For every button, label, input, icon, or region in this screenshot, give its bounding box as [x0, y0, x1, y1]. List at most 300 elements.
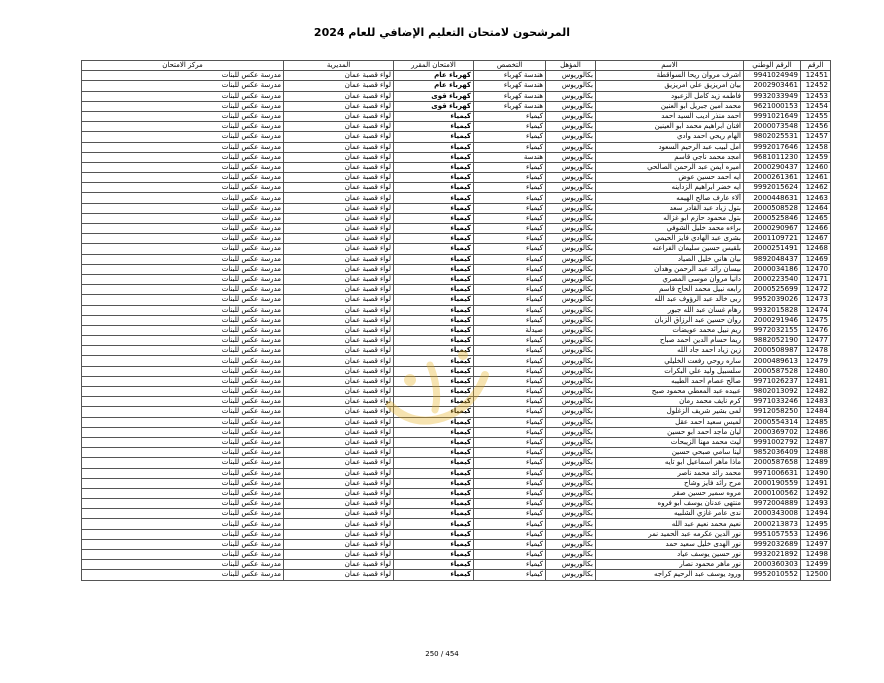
cell-name: لميس سعيد احمد عقل: [596, 417, 744, 427]
cell-exam: كيمياء: [394, 539, 474, 549]
cell-center: مدرسة عكس للبنات: [82, 71, 284, 81]
cell-exam: كهرباء قوى: [394, 101, 474, 111]
table-row: [82, 203, 831, 213]
table-row: [82, 397, 831, 407]
cell-seq: 12461: [801, 173, 831, 183]
cell-seq: 12479: [801, 356, 831, 366]
cell-seq: 12470: [801, 264, 831, 274]
cell-national-id: 2000508987: [744, 346, 801, 356]
cell-center: مدرسة عكس للبنات: [82, 488, 284, 498]
cell-directorate: لواء قصبة عمان: [284, 529, 394, 539]
cell-specialization: هندسة كهرباء: [474, 91, 546, 101]
cell-national-id: 2000554314: [744, 417, 801, 427]
cell-name: زين زياد احمد جاد الله: [596, 346, 744, 356]
cell-name: نور الدين عكرمه عبد الحميد نمر: [596, 529, 744, 539]
table-row: [82, 305, 831, 315]
cell-specialization: كيمياء: [474, 336, 546, 346]
cell-national-id: 2000360303: [744, 560, 801, 570]
cell-center: مدرسة عكس للبنات: [82, 193, 284, 203]
cell-seq: 12484: [801, 407, 831, 417]
table-row: [82, 376, 831, 386]
cell-specialization: كيمياء: [474, 162, 546, 172]
cell-directorate: لواء قصبة عمان: [284, 478, 394, 488]
cell-qualification: بكالوريوس: [546, 193, 596, 203]
cell-qualification: بكالوريوس: [546, 274, 596, 284]
cell-national-id: 9992017646: [744, 142, 801, 152]
cell-exam: كيمياء: [394, 336, 474, 346]
cell-national-id: 9932033949: [744, 91, 801, 101]
cell-national-id: 2001109721: [744, 234, 801, 244]
cell-exam: كيمياء: [394, 346, 474, 356]
cell-national-id: 2000261361: [744, 173, 801, 183]
cell-directorate: لواء قصبة عمان: [284, 499, 394, 509]
cell-qualification: بكالوريوس: [546, 142, 596, 152]
cell-name: رهام غسان عبد الله جبور: [596, 305, 744, 315]
cell-directorate: لواء قصبة عمان: [284, 468, 394, 478]
cell-national-id: 2000100562: [744, 488, 801, 498]
cell-center: مدرسة عكس للبنات: [82, 397, 284, 407]
cell-national-id: 9932021892: [744, 550, 801, 560]
cell-seq: 12476: [801, 325, 831, 335]
cell-specialization: كيمياء: [474, 111, 546, 121]
cell-specialization: كيمياء: [474, 295, 546, 305]
cell-directorate: لواء قصبة عمان: [284, 336, 394, 346]
cell-exam: كيمياء: [394, 173, 474, 183]
cell-exam: كيمياء: [394, 488, 474, 498]
cell-center: مدرسة عكس للبنات: [82, 417, 284, 427]
cell-center: مدرسة عكس للبنات: [82, 305, 284, 315]
table-row: [82, 142, 831, 152]
table-row: [82, 346, 831, 356]
cell-specialization: هندسة: [474, 152, 546, 162]
cell-national-id: 2000489613: [744, 356, 801, 366]
cell-center: مدرسة عكس للبنات: [82, 173, 284, 183]
cell-qualification: بكالوريوس: [546, 539, 596, 549]
cell-seq: 12469: [801, 254, 831, 264]
cell-center: مدرسة عكس للبنات: [82, 570, 284, 580]
table-row: [82, 101, 831, 111]
cell-seq: 12463: [801, 193, 831, 203]
cell-directorate: لواء قصبة عمان: [284, 305, 394, 315]
cell-name: بتول زياد عبد القادر سعد: [596, 203, 744, 213]
cell-exam: كيمياء: [394, 315, 474, 325]
cell-name: افنان ابراهيم محمد ابو العينين: [596, 122, 744, 132]
cell-center: مدرسة عكس للبنات: [82, 458, 284, 468]
cell-national-id: 2000034186: [744, 264, 801, 274]
cell-seq: 12488: [801, 448, 831, 458]
cell-center: مدرسة عكس للبنات: [82, 509, 284, 519]
cell-exam: كهرباء عام: [394, 81, 474, 91]
cell-center: مدرسة عكس للبنات: [82, 499, 284, 509]
cell-name: فاطمه زيد كامل الزعبود: [596, 91, 744, 101]
cell-exam: كيمياء: [394, 499, 474, 509]
cell-specialization: صيدلة: [474, 325, 546, 335]
cell-qualification: بكالوريوس: [546, 183, 596, 193]
cell-name: بيان هاني خليل الصياد: [596, 254, 744, 264]
cell-exam: كيمياء: [394, 152, 474, 162]
cell-center: مدرسة عكس للبنات: [82, 132, 284, 142]
header-national-id: الرقم الوطني: [744, 61, 801, 71]
table-header-row: [82, 61, 831, 71]
cell-seq: 12452: [801, 81, 831, 91]
cell-name: محمد رائد محمد ناصر: [596, 468, 744, 478]
cell-qualification: بكالوريوس: [546, 376, 596, 386]
cell-name: بلقيس حسين سليمان الفراعنه: [596, 244, 744, 254]
cell-qualification: بكالوريوس: [546, 224, 596, 234]
cell-qualification: بكالوريوس: [546, 499, 596, 509]
cell-national-id: 9941024949: [744, 71, 801, 81]
cell-national-id: 2000190559: [744, 478, 801, 488]
cell-specialization: هندسة كهرباء: [474, 81, 546, 91]
cell-seq: 12459: [801, 152, 831, 162]
cell-qualification: بكالوريوس: [546, 366, 596, 376]
cell-specialization: كيمياء: [474, 519, 546, 529]
cell-seq: 12483: [801, 397, 831, 407]
cell-exam: كيمياء: [394, 305, 474, 315]
cell-seq: 12451: [801, 71, 831, 81]
cell-specialization: كيمياء: [474, 274, 546, 284]
cell-exam: كيمياء: [394, 142, 474, 152]
cell-exam: كيمياء: [394, 122, 474, 132]
cell-name: نور حسين يوسف عياد: [596, 550, 744, 560]
cell-directorate: لواء قصبة عمان: [284, 366, 394, 376]
cell-specialization: كيمياء: [474, 356, 546, 366]
cell-seq: 12454: [801, 101, 831, 111]
cell-exam: كيمياء: [394, 376, 474, 386]
cell-name: ايه خضر ابراهيم الزداينه: [596, 183, 744, 193]
cell-qualification: بكالوريوس: [546, 550, 596, 560]
cell-qualification: بكالوريوس: [546, 285, 596, 295]
cell-seq: 12467: [801, 234, 831, 244]
table-row: [82, 499, 831, 509]
cell-exam: كيمياء: [394, 254, 474, 264]
cell-national-id: 9991002792: [744, 437, 801, 447]
cell-name: بيان امريزيق علي امريزيق: [596, 81, 744, 91]
cell-exam: كيمياء: [394, 183, 474, 193]
cell-center: مدرسة عكس للبنات: [82, 295, 284, 305]
cell-name: ربى خالد عبد الرؤوف عبد الله: [596, 295, 744, 305]
cell-exam: كهرباء قوى: [394, 91, 474, 101]
cell-directorate: لواء قصبة عمان: [284, 376, 394, 386]
cell-specialization: كيمياء: [474, 234, 546, 244]
cell-seq: 12487: [801, 437, 831, 447]
cell-directorate: لواء قصبة عمان: [284, 244, 394, 254]
cell-specialization: كيمياء: [474, 346, 546, 356]
cell-national-id: 2000290437: [744, 162, 801, 172]
cell-exam: كيمياء: [394, 295, 474, 305]
cell-national-id: 9892048437: [744, 254, 801, 264]
cell-name: نور ماهر محمود نصار: [596, 560, 744, 570]
cell-qualification: بكالوريوس: [546, 132, 596, 142]
cell-seq: 12480: [801, 366, 831, 376]
cell-center: مدرسة عكس للبنات: [82, 274, 284, 284]
cell-qualification: بكالوريوس: [546, 101, 596, 111]
cell-directorate: لواء قصبة عمان: [284, 101, 394, 111]
cell-center: مدرسة عكس للبنات: [82, 560, 284, 570]
cell-specialization: كيمياء: [474, 366, 546, 376]
cell-exam: كيمياء: [394, 285, 474, 295]
cell-seq: 12485: [801, 417, 831, 427]
cell-name: بيسان رائد عبد الرحمن وهدان: [596, 264, 744, 274]
header-exam: الامتحان المقرر: [394, 61, 474, 71]
cell-specialization: كيمياء: [474, 387, 546, 397]
cell-specialization: كيمياء: [474, 437, 546, 447]
cell-qualification: بكالوريوس: [546, 397, 596, 407]
table-row: [82, 488, 831, 498]
cell-directorate: لواء قصبة عمان: [284, 274, 394, 284]
cell-directorate: لواء قصبة عمان: [284, 111, 394, 121]
cell-national-id: 9951057553: [744, 529, 801, 539]
cell-seq: 12496: [801, 529, 831, 539]
cell-specialization: كيمياء: [474, 305, 546, 315]
cell-qualification: بكالوريوس: [546, 437, 596, 447]
cell-national-id: 9972032155: [744, 325, 801, 335]
cell-center: مدرسة عكس للبنات: [82, 203, 284, 213]
page-number: 250 / 454: [425, 650, 459, 658]
candidates-table: [81, 60, 831, 581]
cell-name: محمد امين جبريل ابو العنين: [596, 101, 744, 111]
cell-seq: 12481: [801, 376, 831, 386]
table-row: [82, 162, 831, 172]
cell-directorate: لواء قصبة عمان: [284, 519, 394, 529]
cell-qualification: بكالوريوس: [546, 417, 596, 427]
cell-name: اشرف مروان ريحا السواقطة: [596, 71, 744, 81]
cell-directorate: لواء قصبة عمان: [284, 173, 394, 183]
cell-specialization: كيمياء: [474, 427, 546, 437]
header-qualification: المؤهل: [546, 61, 596, 71]
cell-exam: كيمياء: [394, 468, 474, 478]
cell-directorate: لواء قصبة عمان: [284, 325, 394, 335]
cell-seq: 12472: [801, 285, 831, 295]
cell-qualification: بكالوريوس: [546, 213, 596, 223]
cell-seq: 12473: [801, 295, 831, 305]
cell-specialization: كيمياء: [474, 417, 546, 427]
cell-name: روان حسين عبد الرزاق الزبان: [596, 315, 744, 325]
cell-seq: 12493: [801, 499, 831, 509]
cell-national-id: 2000369702: [744, 427, 801, 437]
cell-exam: كيمياء: [394, 427, 474, 437]
cell-qualification: بكالوريوس: [546, 458, 596, 468]
cell-qualification: بكالوريوس: [546, 295, 596, 305]
cell-national-id: 2000213873: [744, 519, 801, 529]
cell-qualification: بكالوريوس: [546, 336, 596, 346]
cell-qualification: بكالوريوس: [546, 81, 596, 91]
cell-specialization: كيمياء: [474, 488, 546, 498]
page-title: المرشحون لامتحان التعليم الإضافي للعام 2024: [313, 26, 571, 39]
cell-name: ليث محمد مهنا الزيبحات: [596, 437, 744, 447]
cell-national-id: 9802013092: [744, 387, 801, 397]
cell-exam: كيمياء: [394, 437, 474, 447]
cell-specialization: كيمياء: [474, 213, 546, 223]
cell-seq: 12458: [801, 142, 831, 152]
cell-exam: كيمياء: [394, 244, 474, 254]
cell-directorate: لواء قصبة عمان: [284, 509, 394, 519]
cell-name: ليان ماجد احمد ابو حسين: [596, 427, 744, 437]
cell-qualification: بكالوريوس: [546, 427, 596, 437]
table-row: [82, 132, 831, 142]
cell-directorate: لواء قصبة عمان: [284, 437, 394, 447]
cell-national-id: 2000291946: [744, 315, 801, 325]
cell-national-id: 9802025531: [744, 132, 801, 142]
cell-exam: كيمياء: [394, 407, 474, 417]
cell-qualification: بكالوريوس: [546, 111, 596, 121]
table-row: [82, 91, 831, 101]
cell-name: بشرى عبد الهادي فايز الحيمي: [596, 234, 744, 244]
cell-center: مدرسة عكس للبنات: [82, 376, 284, 386]
cell-national-id: 9882052190: [744, 336, 801, 346]
cell-exam: كيمياء: [394, 458, 474, 468]
cell-directorate: لواء قصبة عمان: [284, 397, 394, 407]
cell-directorate: لواء قصبة عمان: [284, 162, 394, 172]
cell-exam: كيمياء: [394, 570, 474, 580]
cell-qualification: بكالوريوس: [546, 356, 596, 366]
cell-national-id: 9681011230: [744, 152, 801, 162]
cell-name: ماذا ماهر اسماعيل ابو تايه: [596, 458, 744, 468]
cell-center: مدرسة عكس للبنات: [82, 519, 284, 529]
cell-exam: كيمياء: [394, 387, 474, 397]
cell-name: كرم نايف محمد رمان: [596, 397, 744, 407]
cell-seq: 12456: [801, 122, 831, 132]
cell-national-id: 2000343008: [744, 509, 801, 519]
cell-directorate: لواء قصبة عمان: [284, 417, 394, 427]
cell-specialization: كيمياء: [474, 285, 546, 295]
cell-national-id: 9992032689: [744, 539, 801, 549]
cell-name: مرح رائد فايز وشاح: [596, 478, 744, 488]
cell-specialization: كيمياء: [474, 315, 546, 325]
cell-qualification: بكالوريوس: [546, 468, 596, 478]
cell-exam: كيمياء: [394, 478, 474, 488]
table-row: [82, 468, 831, 478]
cell-directorate: لواء قصبة عمان: [284, 285, 394, 295]
cell-name: براءه محمد خليل الشوفي: [596, 224, 744, 234]
cell-exam: كيمياء: [394, 203, 474, 213]
cell-qualification: بكالوريوس: [546, 162, 596, 172]
table-row: [82, 183, 831, 193]
cell-specialization: كيمياء: [474, 254, 546, 264]
cell-directorate: لواء قصبة عمان: [284, 71, 394, 81]
cell-center: مدرسة عكس للبنات: [82, 234, 284, 244]
table-row: [82, 213, 831, 223]
cell-qualification: بكالوريوس: [546, 478, 596, 488]
cell-seq: 12460: [801, 162, 831, 172]
cell-center: مدرسة عكس للبنات: [82, 437, 284, 447]
cell-seq: 12497: [801, 539, 831, 549]
cell-specialization: كيمياء: [474, 224, 546, 234]
cell-qualification: بكالوريوس: [546, 315, 596, 325]
table-row: [82, 315, 831, 325]
cell-center: مدرسة عكس للبنات: [82, 162, 284, 172]
cell-qualification: بكالوريوس: [546, 325, 596, 335]
cell-qualification: بكالوريوس: [546, 264, 596, 274]
cell-name: لمى بشير شريف الزغلول: [596, 407, 744, 417]
cell-center: مدرسة عكس للبنات: [82, 427, 284, 437]
cell-national-id: 2000448631: [744, 193, 801, 203]
table-row: [82, 539, 831, 549]
cell-exam: كيمياء: [394, 550, 474, 560]
cell-center: مدرسة عكس للبنات: [82, 91, 284, 101]
cell-national-id: 2000508528: [744, 203, 801, 213]
cell-qualification: بكالوريوس: [546, 173, 596, 183]
table-row: [82, 244, 831, 254]
cell-exam: كيمياء: [394, 397, 474, 407]
table-row: [82, 356, 831, 366]
cell-directorate: لواء قصبة عمان: [284, 539, 394, 549]
cell-name: نعيم محمد نعيم عبد الله: [596, 519, 744, 529]
cell-national-id: 9972004889: [744, 499, 801, 509]
cell-directorate: لواء قصبة عمان: [284, 356, 394, 366]
cell-directorate: لواء قصبة عمان: [284, 488, 394, 498]
cell-national-id: 2000290967: [744, 224, 801, 234]
cell-national-id: 9991021649: [744, 111, 801, 121]
cell-center: مدرسة عكس للبنات: [82, 285, 284, 295]
cell-specialization: كيمياء: [474, 550, 546, 560]
cell-seq: 12500: [801, 570, 831, 580]
cell-name: نور الهدى خليل سعيد حمد: [596, 539, 744, 549]
cell-seq: 12455: [801, 111, 831, 121]
cell-national-id: 9852036409: [744, 448, 801, 458]
cell-center: مدرسة عكس للبنات: [82, 122, 284, 132]
cell-name: ايه احمد حسين عوض: [596, 173, 744, 183]
cell-center: مدرسة عكس للبنات: [82, 387, 284, 397]
cell-exam: كيمياء: [394, 162, 474, 172]
cell-seq: 12457: [801, 132, 831, 142]
cell-name: ساره روحي رفعت الخليلي: [596, 356, 744, 366]
cell-seq: 12471: [801, 274, 831, 284]
cell-seq: 12494: [801, 509, 831, 519]
cell-directorate: لواء قصبة عمان: [284, 448, 394, 458]
cell-seq: 12495: [801, 519, 831, 529]
table-row: [82, 173, 831, 183]
cell-directorate: لواء قصبة عمان: [284, 224, 394, 234]
cell-national-id: 2000525846: [744, 213, 801, 223]
cell-specialization: كيمياء: [474, 560, 546, 570]
cell-qualification: بكالوريوس: [546, 448, 596, 458]
cell-center: مدرسة عكس للبنات: [82, 224, 284, 234]
cell-exam: كيمياء: [394, 274, 474, 284]
cell-center: مدرسة عكس للبنات: [82, 142, 284, 152]
cell-directorate: لواء قصبة عمان: [284, 132, 394, 142]
cell-specialization: كيمياء: [474, 244, 546, 254]
table-row: [82, 509, 831, 519]
cell-directorate: لواء قصبة عمان: [284, 315, 394, 325]
cell-exam: كيمياء: [394, 193, 474, 203]
cell-name: سلسبيل وليد علي البكرات: [596, 366, 744, 376]
table-row: [82, 570, 831, 580]
cell-specialization: كيمياء: [474, 529, 546, 539]
cell-national-id: 9971033246: [744, 397, 801, 407]
cell-name: دانيا مروان موسى المصري: [596, 274, 744, 284]
table-row: [82, 81, 831, 91]
cell-specialization: كيمياء: [474, 132, 546, 142]
cell-specialization: كيمياء: [474, 539, 546, 549]
cell-directorate: لواء قصبة عمان: [284, 264, 394, 274]
cell-exam: كهرباء عام: [394, 71, 474, 81]
cell-qualification: بكالوريوس: [546, 91, 596, 101]
cell-center: مدرسة عكس للبنات: [82, 550, 284, 560]
cell-qualification: بكالوريوس: [546, 570, 596, 580]
cell-seq: 12474: [801, 305, 831, 315]
cell-specialization: كيمياء: [474, 468, 546, 478]
cell-name: آلاء عارف صالح الهيمه: [596, 193, 744, 203]
cell-seq: 12478: [801, 346, 831, 356]
cell-name: عبيده عبد المعطي محمود صبح: [596, 387, 744, 397]
cell-specialization: كيمياء: [474, 142, 546, 152]
cell-seq: 12465: [801, 213, 831, 223]
cell-national-id: 2000073548: [744, 122, 801, 132]
cell-name: مروه سمير حسين صقر: [596, 488, 744, 498]
cell-directorate: لواء قصبة عمان: [284, 458, 394, 468]
cell-specialization: كيمياء: [474, 376, 546, 386]
